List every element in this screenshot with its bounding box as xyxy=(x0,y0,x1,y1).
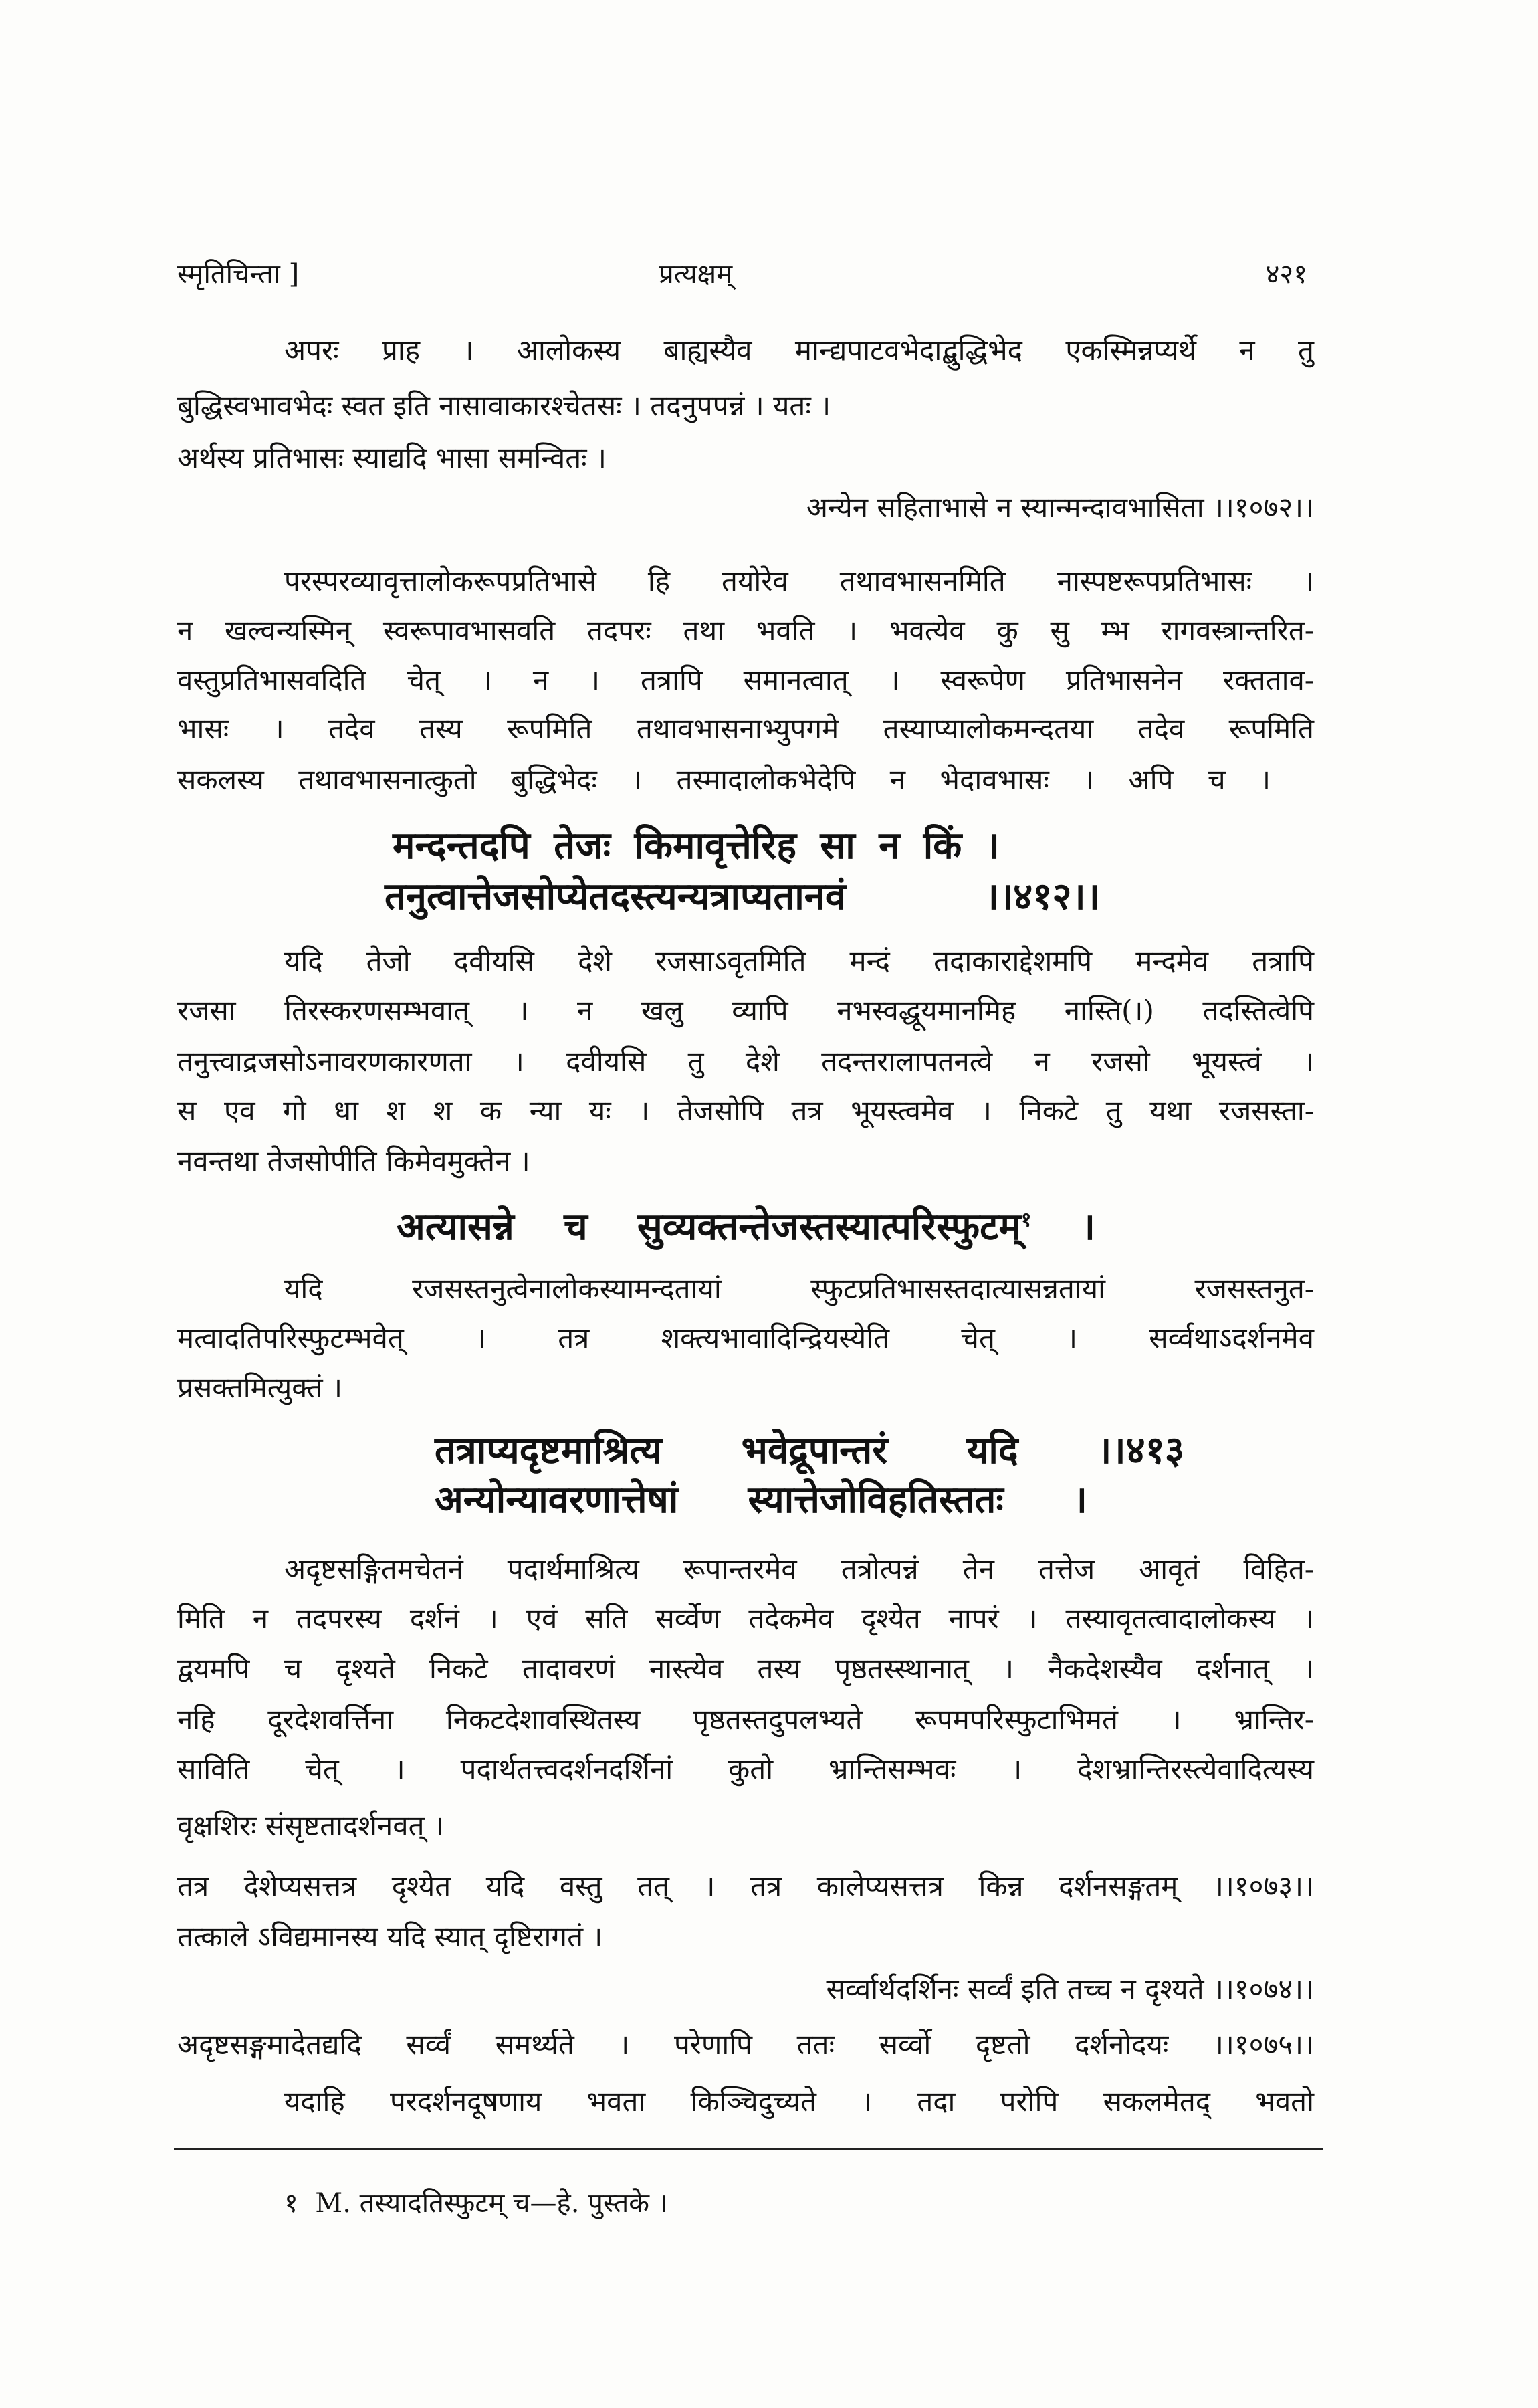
verse-1072-line-2: अन्येन सहिताभासे न स्यान्मन्दावभासिता ।।१०७२।। xyxy=(806,491,1314,524)
para-4-line-3: द्वयमपि च दृश्यते निकटे तादावरणं नास्त्येव तस्य पृष्ठतस्स्थानात् । नैकदेशस्यैव दर्शनात् । xyxy=(177,1652,1314,1685)
text-line xyxy=(177,654,1314,707)
footnote xyxy=(284,2177,1314,2230)
text-line xyxy=(177,1642,1314,1696)
para-4-line-1: अदृष्टसङ्गितमचेतनं पदार्थमाश्रित्य रूपान्तरमेव तत्रोत्पन्नं तेन तत्तेज आवृतं विहित- xyxy=(284,1552,1314,1585)
text-line xyxy=(177,1035,1314,1088)
para-1-line-3: वस्तुप्रतिभासवदिति चेत् । न । तत्रापि समानत्वात् । स्वरूपेण प्रतिभासनेन रक्तताव- xyxy=(177,664,1314,696)
verse-line xyxy=(177,2018,1314,2072)
para-1-line-4: भासः । तदेव तस्य रूपमिति तथावभासनाभ्युपगमे तस्याप्यालोकमन्दतया तदेव रूपमिति xyxy=(177,712,1314,745)
karika-413-line-1: तत्राप्यदृष्टमाश्रित्य भवेद्रूपान्तरं यदि ।।४१३ xyxy=(435,1429,1184,1472)
footnote-marker: १ xyxy=(284,2188,298,2219)
para-2-line-3: तनुत्त्वाद्रजसोऽनावरणकारणता । दवीयसि तु देशे तदन्तरालापतनत्वे न रजसो भूयस्त्वं । xyxy=(177,1045,1314,1078)
karika-412-cont-end: । xyxy=(1031,1205,1095,1249)
karika-412-line-1: मन्दन्तदपि तेजः किमावृत्तेरिह सा न किं । xyxy=(393,824,1000,868)
text-line xyxy=(284,1262,1314,1316)
footnote-content xyxy=(284,2177,668,2230)
verse-1074-line-2: सर्व्वार्थदर्शिनः सर्व्वं इति तच्च न दृश्यते ।।१०७४।। xyxy=(826,1973,1314,2005)
karika-line xyxy=(397,1197,1095,1258)
text-line xyxy=(284,934,1314,988)
para-3-line-3: प्रसक्तमित्युक्तं । xyxy=(177,1371,342,1404)
para-3-line-2: मत्वादतिपरिस्फुटम्भवेत् । तत्र शक्त्यभावादिन्द्रियस्येति चेत् । सर्व्वथाऽदर्शनमेव xyxy=(177,1322,1314,1354)
para-2-line-1: यदि तेजो दवीयसि देशे रजसाऽवृतमिति मन्दं तदाकाराद्देशमपि मन्दमेव तत्रापि xyxy=(284,944,1314,977)
para-3-line-1: यदि रजसस्तनुत्वेनालोकस्यामन्दतायां स्फुटप्रतिभासस्तदात्यासन्नतायां रजसस्तनुत- xyxy=(284,1272,1314,1305)
running-header-page xyxy=(1174,247,1307,301)
intro-line-2: बुद्धिस्वभावभेदः स्वत इति नासावाकारश्चेतसः । तदनुपपन्नं । यतः । xyxy=(177,389,831,422)
text-line xyxy=(284,1542,1314,1596)
para-4-line-2: मिति न तदपरस्य दर्शनं । एवं सति सर्व्वेण तदेकमेव दृश्येत नापरं । तस्यावृतत्वादालोकस्य । xyxy=(177,1602,1314,1635)
text-line xyxy=(177,984,1314,1037)
text-line xyxy=(177,1084,1314,1138)
para-4-line-6: वृक्षशिरः संसृष्टतादर्शनवत् । xyxy=(177,1809,444,1842)
text-line xyxy=(177,1134,1314,1188)
footnote-separator xyxy=(174,2148,1323,2150)
text-line xyxy=(177,604,1314,658)
verse-line xyxy=(177,1963,1314,2016)
section-title: स्मृतिचिन्ता ] xyxy=(177,259,300,290)
para-4-line-4: नहि दूरदेशवर्त्तिना निकटदेशावस्थितस्य पृष्ठतस्तदुपलभ्यते रूपमपरिस्फुटाभिमतं । भ्रान्तिर- xyxy=(177,1703,1314,1736)
para-2-line-2: रजसा तिरस्करणसम्भवात् । न खलु व्यापि नभस्वद्धूयमानमिह नास्ति(।) तदस्तित्वेपि xyxy=(177,994,1314,1027)
verse-1075: अदृष्टसङ्गमादेतद्यदि सर्व्वं समर्थ्यते । परेणापि ततः सर्व्वो दृष्टतो दर्शनोदयः ।।१०७५।। xyxy=(177,2028,1314,2061)
text-line xyxy=(177,753,1271,807)
text-line xyxy=(284,555,1314,608)
para-1-line-5: सकलस्य तथावभासनात्कुतो बुद्धिभेदः । तस्मादालोकभेदेपि न भेदावभासः । अपि च । xyxy=(177,763,1271,796)
footnote-reference: १ xyxy=(1020,1208,1032,1232)
verse-line xyxy=(177,431,1314,485)
footnote-text: M. तस्यादतिस्फुटम् च—हे. पुस्तके । xyxy=(315,2188,668,2219)
text-line xyxy=(284,2075,1314,2128)
text-line xyxy=(177,379,1314,433)
text-line xyxy=(177,1693,1314,1746)
karika-412-cont-text: अत्यासन्ने च सुव्यक्तन्तेजस्तस्यात्परिस्फुटम् xyxy=(397,1205,1021,1249)
para-2-line-5: नवन्तथा तेजसोपीति किमेवमुक्तेन । xyxy=(177,1144,530,1177)
karika-412-cont xyxy=(397,1197,1095,1258)
para-2-line-4: स एव गो धा श श क न्या यः । तेजसोपि तत्र भूयस्त्वमेव । निकटे तु यथा रजसस्ता- xyxy=(177,1094,1314,1127)
para-1-line-2: न खल्वन्यस्मिन् स्वरूपावभासवति तदपरः तथा भवति । भवत्येव कु सु म्भ रागवस्त्रान्तरित- xyxy=(177,614,1314,647)
verse-1072-line-1: अर्थस्य प्रतिभासः स्याद्यदि भासा समन्वितः । xyxy=(177,441,607,474)
text-line xyxy=(284,324,1314,377)
verse-line xyxy=(177,1860,1314,1913)
karika-413-line-2: अन्योन्यावरणात्तेषां स्यात्तेजोविहतिस्ततः । xyxy=(435,1478,1087,1522)
chapter-title: प्रत्यक्षम् xyxy=(659,259,733,290)
para-5-line-1: यदाहि परदर्शनदूषणाय भवता किञ्चिदुच्यते । तदा परोपि सकलमेतद् भवतो xyxy=(284,2085,1314,2118)
karika-line xyxy=(435,1470,1087,1530)
text-line xyxy=(177,1742,1314,1796)
verse-line xyxy=(177,481,1314,534)
verse-line xyxy=(177,1910,1314,1964)
text-line xyxy=(177,1361,1314,1415)
text-line xyxy=(177,702,1314,756)
para-4-line-5: साविति चेत् । पदार्थतत्त्वदर्शनदर्शिनां कुतो भ्रान्तिसम्भवः । देशभ्रान्तिरस्त्येवादित्यस्य xyxy=(177,1752,1314,1785)
text-line xyxy=(177,1799,1314,1853)
para-1-line-1: परस्परव्यावृत्तालोकरूपप्रतिभासे हि तयोरेव तथावभासनमिति नास्पष्टरूपप्रतिभासः । xyxy=(284,565,1314,597)
verse-1073: तत्र देशेप्यसत्तत्र दृश्येत यदि वस्तु तत् । तत्र कालेप्यसत्तत्र किन्न दर्शनसङ्गतम् ।।१०७३।। xyxy=(177,1870,1314,1902)
text-line xyxy=(177,1312,1314,1365)
karika-412-line-2: तनुत्वात्तेजसोप्येतदस्त्यन्यत्राप्यतानवं ।।४१२।। xyxy=(384,875,1100,918)
page-number: ४२१ xyxy=(1265,259,1307,290)
intro-line-1: अपरः प्राह । आलोकस्य बाह्यस्यैव मान्द्यपाटवभेदाद्बुद्धिभेद एकस्मिन्नप्यर्थे न तु xyxy=(284,334,1314,367)
running-header-section xyxy=(177,247,445,301)
karika-line xyxy=(384,867,1100,927)
verse-1074-line-1: तत्काले ऽविद्यमानस्य यदि स्यात् दृष्टिरागतं । xyxy=(177,1920,603,1953)
text-line xyxy=(177,1592,1314,1645)
running-header-chapter xyxy=(659,247,859,301)
